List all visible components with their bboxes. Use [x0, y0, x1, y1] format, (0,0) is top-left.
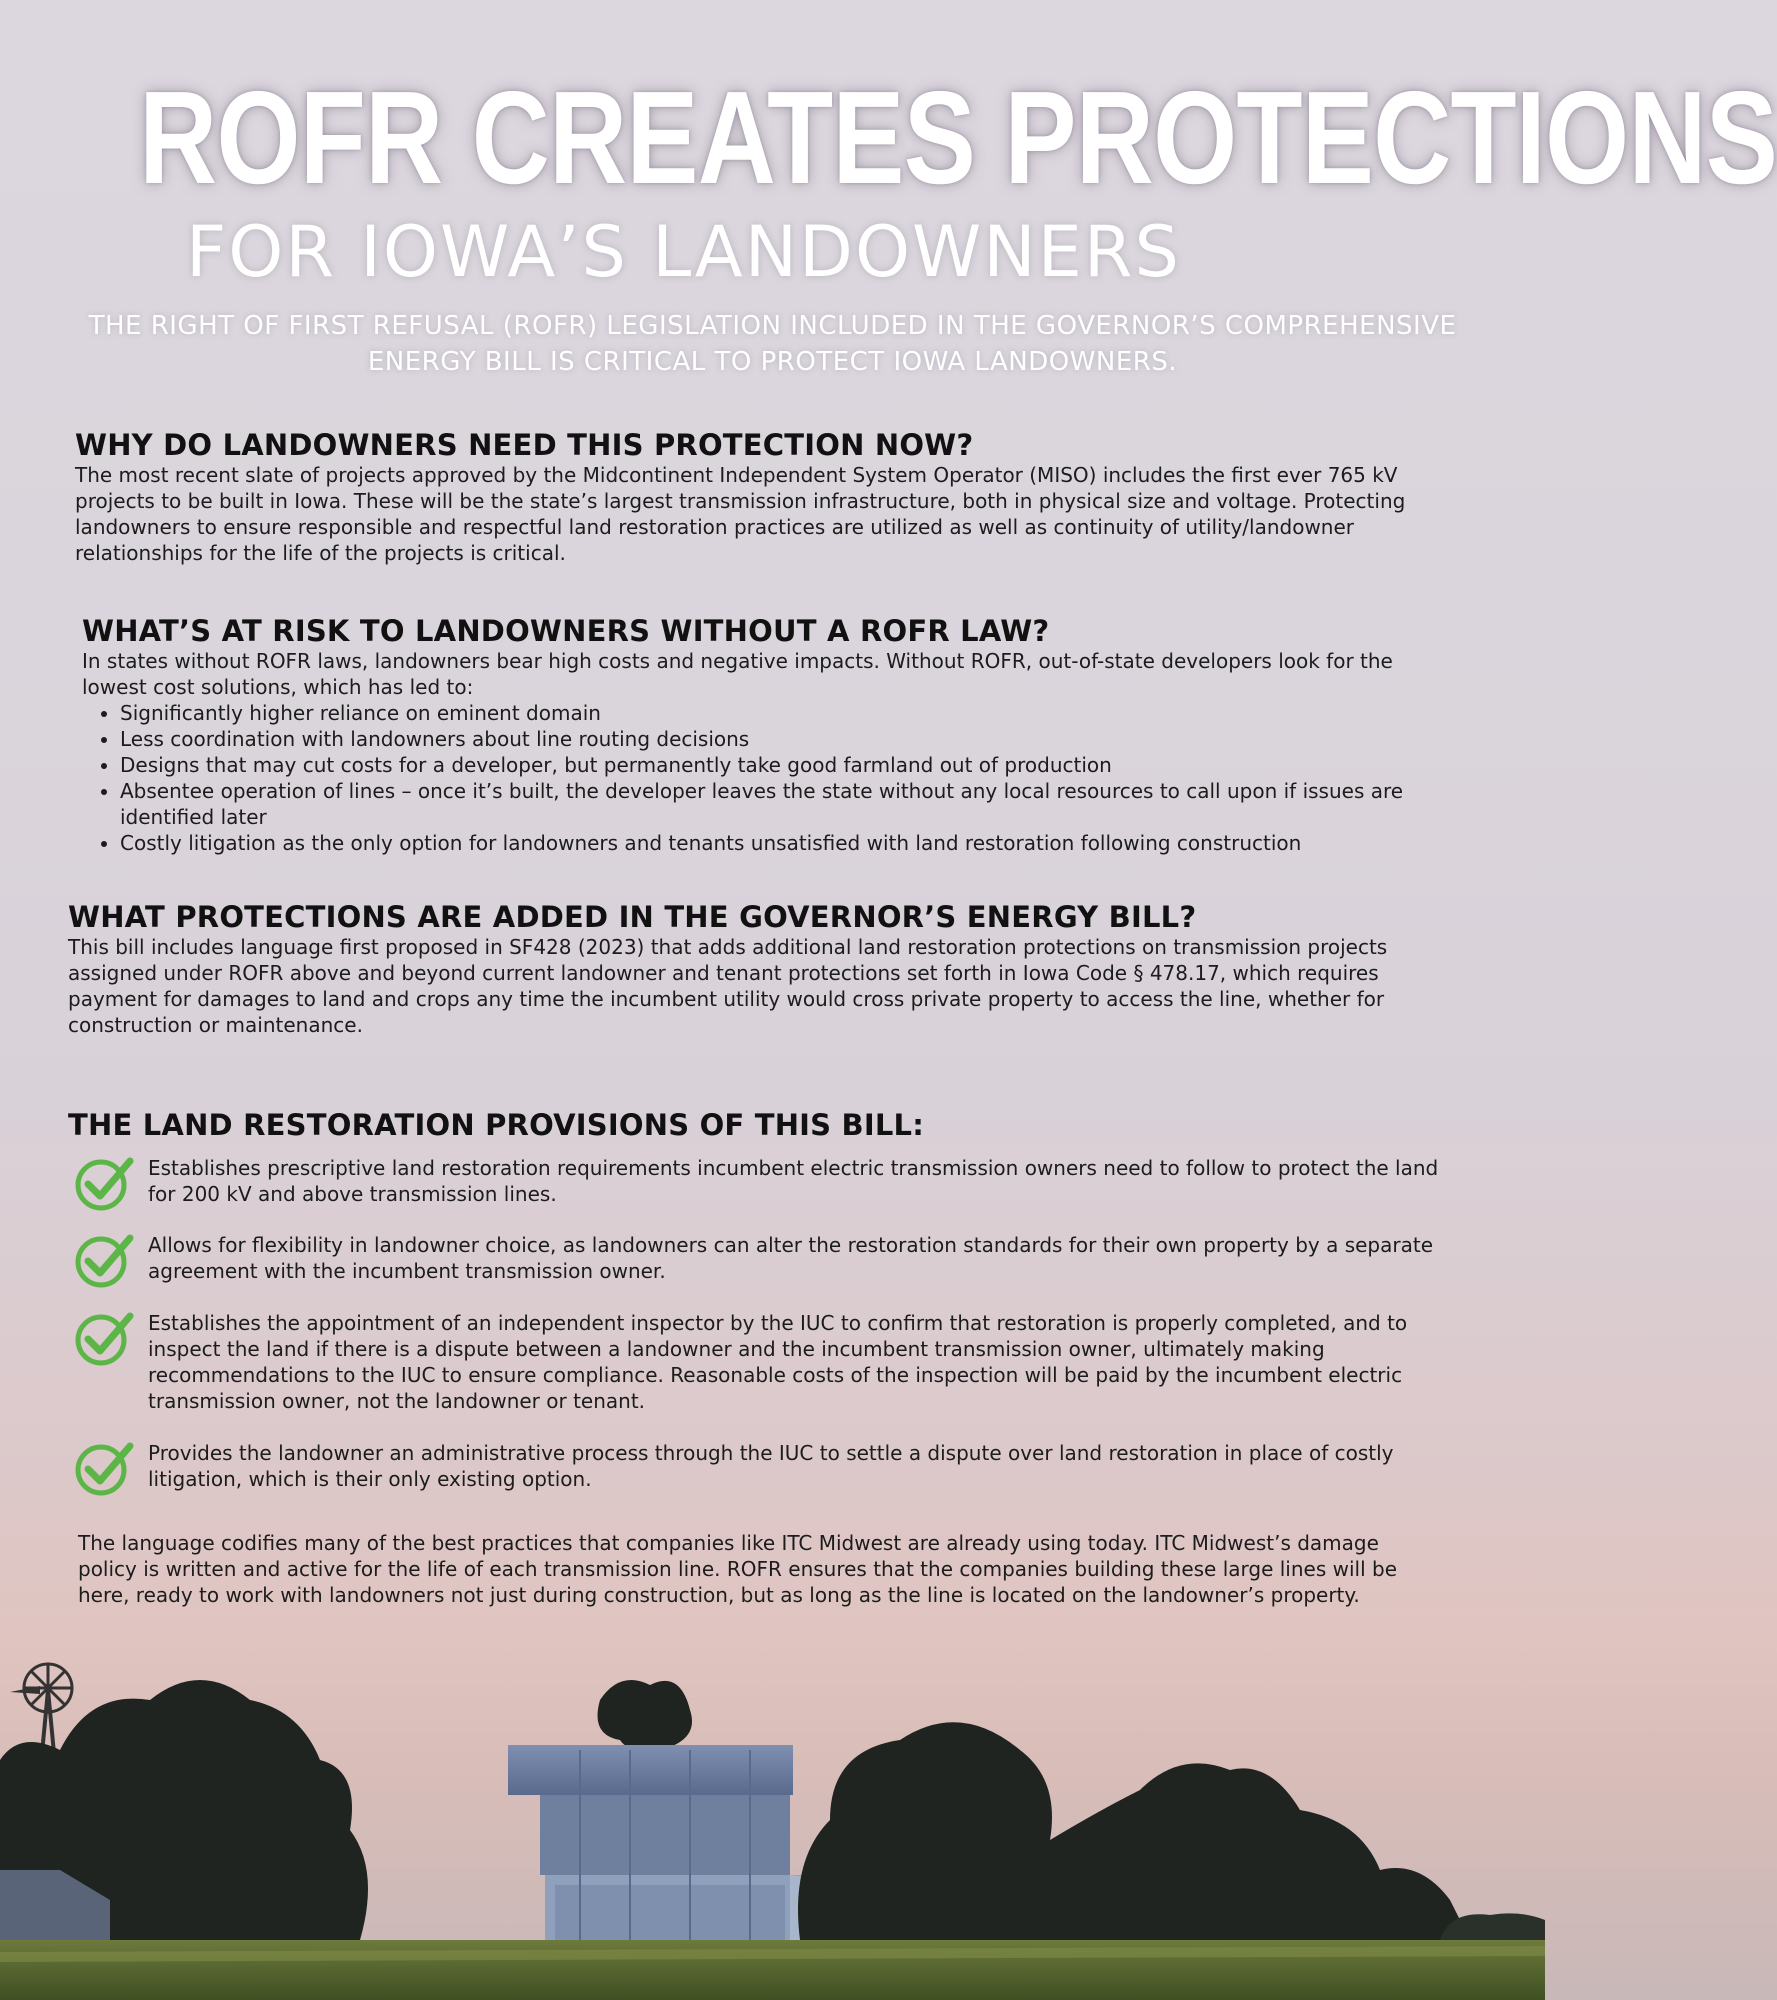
intro-statement: THE RIGHT OF FIRST REFUSAL (ROFR) LEGISLATION INCLUDED IN THE GOVERNOR’S COMPREHENSIVE ENERGY BILL IS CRITICAL TO PROTECT IOWA LANDOWNERS. [88, 311, 1457, 377]
section-body: This bill includes language first proposed in SF428 (2023) that adds additional land restoration protections on transmission projects assigned under ROFR above and beyond current landowner and tenant protections set forth in Iowa Code § 478.17, which requires payment for damages to land and crops any time the incumbent utility would cross private property to access the line, whether for construction or maintenance. [68, 935, 1388, 1037]
risk-list [82, 700, 1457, 856]
section-body: In states without ROFR laws, landowners bear high costs and negative impacts. Without ROFR, out-of-state developers look for the lowest cost solutions, which has led to: [82, 649, 1393, 699]
list-item: • Absentee operation of lines – once it’s built, the developer leaves the state without any local resources to call upon if issues are identified later [120, 778, 1457, 830]
section-heading: WHY DO LANDOWNERS NEED THIS PROTECTION NOW? [75, 428, 974, 462]
section-heading: THE LAND RESTORATION PROVISIONS OF THIS BILL: [68, 1108, 925, 1142]
provision-text: Establishes the appointment of an independent inspector by the IUC to confirm that restoration is properly completed, and to inspect the land if there is a dispute between a landowner and the incumbent transmission owner, ultimately making recommendations to the IUC to ensure compliance. Reasonable costs of the inspection will be paid by the incumbent electric transmission owner, not the landowner or tenant. [148, 1311, 1408, 1413]
section-risks [82, 614, 1457, 856]
provision-text: Provides the landowner an administrative process through the IUC to settle a dispute over land restoration in place of costly litigation, which is their only existing option. [148, 1441, 1394, 1491]
section-body: The most recent slate of projects approved by the Midcontinent Independent System Operator (MISO) includes the first ever 765 kV projects to be built in Iowa. These will be the state’s largest transmission infrastructure, both in physical size and voltage. Protecting landowners to ensure responsible and respectful land restoration practices are utilized as well as continuity of utility/landowner relationships for the life of the projects is critical. [75, 463, 1406, 565]
section-protections [68, 900, 1453, 1038]
section-provisions [68, 1108, 1453, 1142]
section-why-now [75, 428, 1455, 566]
list-item: • Less coordination with landowners about line routing decisions [120, 726, 1457, 752]
page-title: ROFR CREATES PROTECTIONS [139, 64, 1777, 211]
provision-text: Allows for flexibility in landowner choice, as landowners can alter the restoration standards for their own property by a separate agreement with the incumbent transmission owner. [148, 1233, 1434, 1283]
checkmark-icon [74, 1155, 134, 1211]
checkmark-icon [74, 1232, 134, 1288]
checkmark-icon [74, 1310, 134, 1366]
section-heading: WHAT’S AT RISK TO LANDOWNERS WITHOUT A ROFR LAW? [82, 614, 1050, 648]
section-heading: WHAT PROTECTIONS ARE ADDED IN THE GOVERNOR’S ENERGY BILL? [68, 900, 1197, 934]
checkmark-icon [74, 1440, 134, 1496]
closing-paragraph: The language codifies many of the best practices that companies like ITC Midwest are already using today. ITC Midwest’s damage policy is written and active for the life of each transmission line. ROFR ensures that the companies building these large lines will be here, ready to work with landowners not just during construction, but as long as the line is located on the landowner’s property. [78, 1531, 1398, 1607]
list-item: • Significantly higher reliance on eminent domain [120, 700, 1457, 726]
tree-line-right [798, 1722, 1470, 1940]
provision-text: Establishes prescriptive land restoration requirements incumbent electric transmission owners need to follow to protect the land for 200 kV and above transmission lines. [148, 1156, 1439, 1206]
list-item: • Costly litigation as the only option for landowners and tenants unsatisfied with land restoration following construction [120, 830, 1457, 856]
list-item: • Designs that may cut costs for a developer, but permanently take good farmland out of production [120, 752, 1457, 778]
farm-scene-illustration [0, 1640, 1545, 2000]
page-subtitle: FOR IOWA’S LANDOWNERS [186, 211, 1181, 293]
